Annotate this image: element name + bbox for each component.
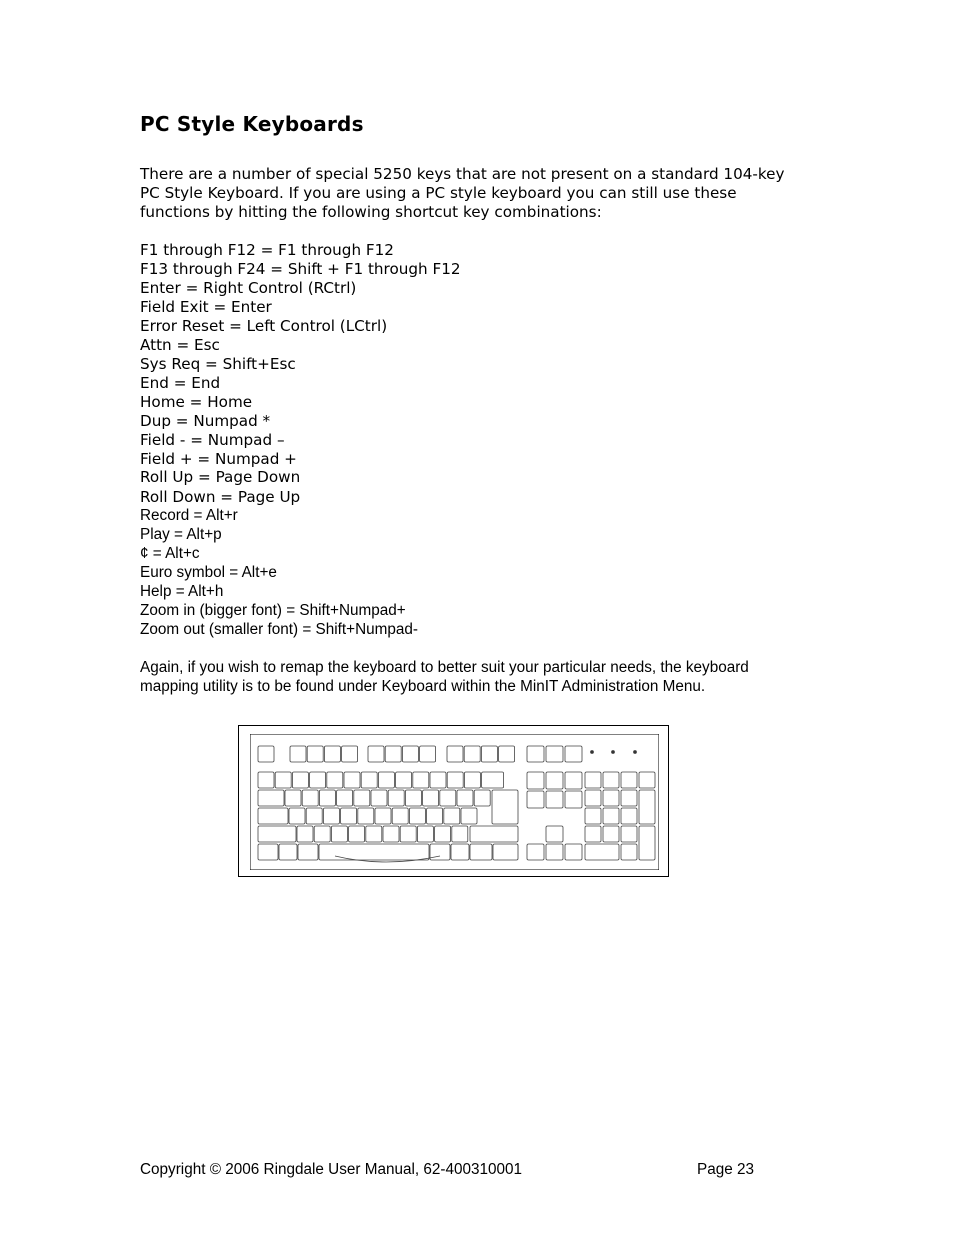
keyboard-led-icon (591, 751, 594, 754)
keyboard-key (423, 790, 439, 806)
keyboard-key (546, 844, 563, 860)
keyboard-key (452, 826, 468, 842)
keyboard-key (298, 844, 318, 860)
keyboard-key (451, 844, 469, 860)
mapping-item: Enter = Right Control (RCtrl) (140, 279, 357, 297)
keyboard-illustration (250, 734, 659, 870)
keyboard-key (258, 844, 278, 860)
intro-line: There are a number of special 5250 keys that are not present on a standard 104-key (140, 165, 785, 183)
keyboard-key (621, 772, 637, 788)
mapping-item: Attn = Esc (140, 336, 220, 354)
footer-page-number: Page 23 (697, 1161, 754, 1178)
keyboard-key (427, 808, 443, 824)
keyboard-key (323, 808, 339, 824)
keyboard-key (565, 791, 582, 808)
mapping-item: ¢ = Alt+c (140, 545, 200, 562)
keyboard-key (527, 791, 544, 808)
keyboard-key (603, 808, 619, 824)
keyboard-key (327, 772, 343, 788)
keyboard-key (546, 826, 563, 842)
keyboard-key (447, 772, 463, 788)
intro-line: PC Style Keyboard. If you are using a PC style keyboard you can still use these (140, 184, 737, 202)
keyboard-key (324, 746, 340, 762)
keyboard-key (621, 790, 637, 806)
intro-line: functions by hitting the following shortcut key combinations: (140, 203, 602, 221)
mapping-item: Field + = Numpad + (140, 450, 297, 468)
keyboard-key (546, 791, 563, 808)
keyboard-key (585, 772, 601, 788)
keyboard-key (447, 746, 463, 762)
keyboard-key (292, 772, 308, 788)
keyboard-key (302, 790, 318, 806)
keyboard-key (464, 746, 480, 762)
keyboard-key (310, 772, 326, 788)
keyboard-key (470, 844, 492, 860)
keyboard-key (354, 790, 370, 806)
keyboard-key (546, 746, 563, 762)
keyboard-key (331, 826, 347, 842)
keyboard-key (585, 826, 601, 842)
keyboard-key (639, 826, 655, 860)
keyboard-key (565, 772, 582, 789)
keyboard-key (444, 808, 460, 824)
keyboard-key (527, 844, 544, 860)
keyboard-key (565, 746, 582, 762)
mapping-item: Roll Up = Page Down (140, 468, 301, 486)
mapping-item: Play = Alt+p (140, 526, 222, 543)
keyboard-key (603, 790, 619, 806)
keyboard-key (385, 746, 401, 762)
keyboard-key (258, 790, 284, 806)
keyboard-key (297, 826, 313, 842)
page-heading: PC Style Keyboards (140, 112, 364, 136)
keyboard-key (341, 808, 357, 824)
keyboard-led-icon (612, 751, 615, 754)
keyboard-key (481, 746, 497, 762)
keyboard-key (258, 772, 274, 788)
keyboard-key (585, 790, 601, 806)
mapping-item: Record = Alt+r (140, 507, 238, 524)
keyboard-key (417, 826, 433, 842)
keyboard-key (603, 826, 619, 842)
keyboard-key (290, 746, 306, 762)
keyboard-key (482, 772, 504, 788)
keyboard-key (639, 790, 655, 824)
keyboard-key (621, 826, 637, 842)
keyboard-key (527, 746, 544, 762)
keyboard-key (388, 790, 404, 806)
keyboard-key (585, 808, 601, 824)
mapping-item: Field Exit = Enter (140, 298, 272, 316)
keyboard-key (470, 826, 518, 842)
mapping-item: Sys Req = Shift+Esc (140, 355, 296, 373)
keyboard-key (457, 790, 473, 806)
keyboard-key (621, 844, 637, 860)
keyboard-key (358, 808, 374, 824)
mapping-item: Field - = Numpad – (140, 431, 285, 449)
keyboard-key (258, 746, 274, 762)
keyboard-key (368, 746, 384, 762)
keyboard-key (337, 790, 353, 806)
keyboard-key (603, 772, 619, 788)
keyboard-key (565, 844, 582, 860)
mapping-item: Zoom out (smaller font) = Shift+Numpad- (140, 621, 419, 638)
mapping-item: F13 through F24 = Shift + F1 through F12 (140, 260, 461, 278)
keyboard-key (430, 772, 446, 788)
mapping-item: F1 through F12 = F1 through F12 (140, 241, 394, 259)
keyboard-key (361, 772, 377, 788)
mapping-item: End = End (140, 374, 221, 392)
keyboard-figure (238, 725, 669, 877)
keyboard-key (461, 808, 477, 824)
keyboard-key (405, 790, 421, 806)
mapping-item: Dup = Numpad * (140, 412, 271, 430)
outro-line: mapping utility is to be found under Keyboard within the MinIT Administration Menu. (140, 678, 706, 695)
mapping-item: Error Reset = Left Control (LCtrl) (140, 317, 388, 335)
keyboard-key (435, 826, 451, 842)
mapping-item: Roll Down = Page Up (140, 488, 301, 506)
keyboard-key (474, 790, 490, 806)
keyboard-key (375, 808, 391, 824)
keyboard-key (546, 772, 563, 789)
keyboard-key (402, 746, 418, 762)
keyboard-key (285, 790, 301, 806)
keyboard-key (492, 790, 518, 824)
outro-line: Again, if you wish to remap the keyboard to better suit your particular needs, the keyboard (140, 659, 749, 676)
keyboard-key (639, 772, 655, 788)
mapping-item: Home = Home (140, 393, 253, 411)
keyboard-key (400, 826, 416, 842)
keyboard-key (527, 772, 544, 789)
keyboard-key (409, 808, 425, 824)
mapping-item: Euro symbol = Alt+e (140, 564, 277, 581)
mapping-item: Zoom in (bigger font) = Shift+Numpad+ (140, 602, 406, 619)
keyboard-key (349, 826, 365, 842)
keyboard-key (342, 746, 358, 762)
keyboard-key (392, 808, 408, 824)
keyboard-key (585, 844, 619, 860)
keyboard-key (258, 826, 296, 842)
keyboard-key (319, 790, 335, 806)
keyboard-key (464, 772, 480, 788)
keyboard-key (420, 746, 436, 762)
mapping-item: Help = Alt+h (140, 583, 224, 600)
keyboard-key (275, 772, 291, 788)
keyboard-key (258, 808, 288, 824)
footer-copyright: Copyright © 2006 Ringdale User Manual, 62-400310001 (140, 1161, 523, 1178)
keyboard-key (440, 790, 456, 806)
keyboard-key (344, 772, 360, 788)
keyboard-key (383, 826, 399, 842)
keyboard-key (306, 808, 322, 824)
keyboard-key (499, 746, 515, 762)
keyboard-key (378, 772, 394, 788)
keyboard-key (366, 826, 382, 842)
intro-paragraph (140, 165, 820, 222)
outro-paragraph (140, 658, 830, 696)
keyboard-key (319, 844, 429, 860)
keyboard-key (493, 844, 518, 860)
keyboard-key (314, 826, 330, 842)
keyboard-key (413, 772, 429, 788)
keyboard-key (371, 790, 387, 806)
keyboard-key (307, 746, 323, 762)
keyboard-key (279, 844, 297, 860)
keyboard-key (289, 808, 305, 824)
keyboard-key (621, 808, 637, 824)
keyboard-led-icon (634, 751, 637, 754)
keyboard-key (396, 772, 412, 788)
